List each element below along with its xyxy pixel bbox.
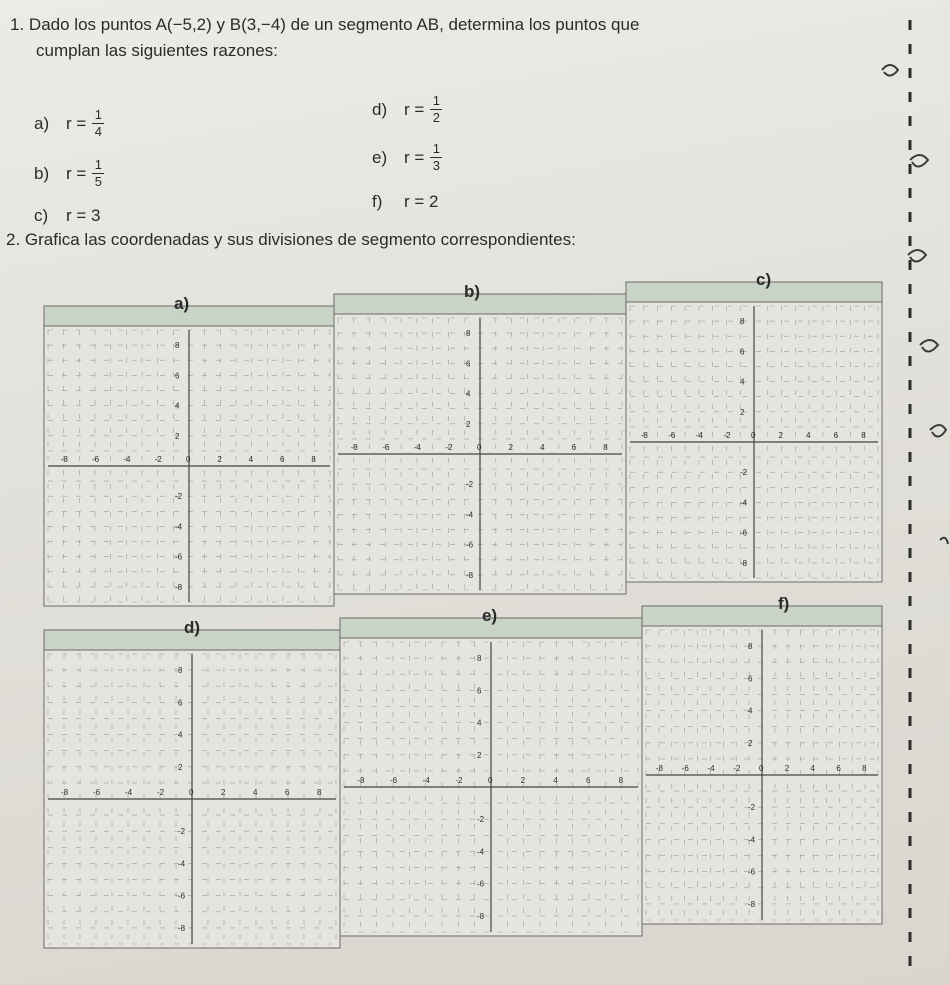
y-tick-label: 4 xyxy=(740,377,745,387)
x-tick-label: -6 xyxy=(92,455,100,464)
x-tick-label: 0 xyxy=(751,431,756,440)
y-tick-label: -4 xyxy=(477,847,485,857)
y-tick-label: -6 xyxy=(175,552,183,562)
y-tick-label: -6 xyxy=(748,867,756,877)
y-tick-label: -6 xyxy=(466,540,474,550)
x-tick-label: 2 xyxy=(221,788,226,797)
x-tick-label: -2 xyxy=(157,788,165,797)
y-tick-label: 4 xyxy=(175,401,180,411)
y-tick-label: 8 xyxy=(740,317,745,327)
y-tick-label: -8 xyxy=(466,570,474,580)
y-tick-label: 2 xyxy=(477,750,482,760)
x-tick-label: 0 xyxy=(189,788,194,797)
x-tick-label: 4 xyxy=(540,443,545,452)
x-tick-label: -4 xyxy=(413,443,422,452)
fraction-numerator: 1 xyxy=(94,157,102,172)
x-tick-label: -2 xyxy=(154,455,162,464)
ratio-fraction xyxy=(92,158,104,189)
x-tick-label: -4 xyxy=(707,764,715,773)
ratio-label: e) xyxy=(372,147,388,167)
x-tick-label: 8 xyxy=(317,788,322,797)
x-tick-label: -6 xyxy=(681,764,689,773)
x-tick-label: 0 xyxy=(488,776,493,785)
question-1-text-line-2: cumplan las siguientes razones: xyxy=(36,41,278,60)
x-tick-label: -8 xyxy=(350,443,358,452)
x-tick-label: 6 xyxy=(586,776,591,785)
y-tick-label: 6 xyxy=(175,371,180,381)
x-tick-label: -4 xyxy=(125,788,133,797)
ratio-label: d) xyxy=(372,99,388,119)
x-tick-label: 0 xyxy=(759,764,764,773)
x-tick-label: 0 xyxy=(186,455,191,464)
x-tick-label: -2 xyxy=(723,431,731,440)
x-tick-label: -4 xyxy=(123,455,131,464)
margin-doodles xyxy=(880,0,950,985)
x-tick-label: 0 xyxy=(477,443,482,452)
ratio-item-f xyxy=(372,192,439,212)
ratio-label: c) xyxy=(34,206,49,225)
y-tick-label: 2 xyxy=(466,419,471,429)
x-tick-label: -6 xyxy=(382,443,390,452)
y-tick-label: -2 xyxy=(175,492,183,502)
x-tick-label: 8 xyxy=(862,764,867,773)
y-tick-label: 6 xyxy=(477,686,482,696)
x-tick-label: -8 xyxy=(357,776,365,785)
panel-title-f: f) xyxy=(778,594,790,613)
x-tick-label: 6 xyxy=(571,443,577,452)
graph-panels-svg xyxy=(44,258,884,958)
question-1-text-line-1: Dado los puntos A(−5,2) y B(3,−4) de un segmento AB, determina los puntos que xyxy=(28,15,640,34)
x-tick-label: 6 xyxy=(836,764,841,773)
question-1-number: 1. xyxy=(10,15,25,34)
question-2: 2. Grafica las coordenadas y sus divisiones de segmento correspondientes: xyxy=(6,230,576,249)
y-tick-label: 8 xyxy=(748,642,753,652)
x-tick-label: 2 xyxy=(520,776,526,785)
graph-panels xyxy=(44,258,884,958)
ratio-label: a) xyxy=(34,113,50,133)
x-tick-label: 8 xyxy=(861,431,866,440)
y-tick-label: 8 xyxy=(175,341,180,351)
x-tick-label: 8 xyxy=(618,776,624,785)
x-tick-label: 4 xyxy=(553,776,558,785)
x-tick-label: -8 xyxy=(655,764,664,773)
x-tick-label: 4 xyxy=(810,764,816,773)
y-tick-label: -4 xyxy=(740,498,748,508)
x-tick-label: 4 xyxy=(806,431,811,440)
ratio-label: b) xyxy=(34,163,50,183)
y-tick-label: -8 xyxy=(477,911,485,921)
ratio-prefix: r = 3 xyxy=(66,206,101,225)
ratio-fraction xyxy=(92,108,104,139)
question-1 xyxy=(10,12,690,64)
x-tick-label: 8 xyxy=(603,443,608,452)
x-tick-label: -6 xyxy=(390,776,398,785)
x-tick-label: -2 xyxy=(445,443,453,452)
x-tick-label: 2 xyxy=(508,443,514,452)
x-tick-label: 4 xyxy=(248,455,254,464)
y-tick-label: 2 xyxy=(178,762,183,772)
x-tick-label: -2 xyxy=(733,764,741,773)
y-tick-label: -4 xyxy=(178,859,186,869)
ratio-prefix: r = 2 xyxy=(404,192,439,211)
x-tick-label: 2 xyxy=(217,455,222,464)
ratio-item-a xyxy=(34,108,104,139)
ratio-prefix: r = xyxy=(66,113,87,133)
fraction-numerator: 1 xyxy=(94,107,102,122)
x-tick-label: 8 xyxy=(311,455,316,464)
y-tick-label: 8 xyxy=(477,654,482,664)
fraction-denominator: 2 xyxy=(432,110,440,125)
panel-title-c: c) xyxy=(756,270,772,289)
y-tick-label: 6 xyxy=(748,674,753,684)
question-1-line-1 xyxy=(10,12,690,38)
y-tick-label: -2 xyxy=(178,827,186,837)
x-tick-label: 2 xyxy=(778,431,784,440)
y-tick-label: 4 xyxy=(477,718,482,728)
x-tick-label: -6 xyxy=(668,431,676,440)
x-tick-label: 2 xyxy=(784,764,790,773)
ratio-item-c xyxy=(34,206,101,226)
ratio-fraction xyxy=(430,94,442,125)
x-tick-label: -8 xyxy=(60,455,68,464)
ratio-prefix: r = xyxy=(404,99,425,119)
y-tick-label: -8 xyxy=(178,923,186,933)
y-tick-label: 2 xyxy=(175,431,180,441)
panel-title-e: e) xyxy=(482,606,498,625)
x-tick-label: 4 xyxy=(253,788,258,797)
x-tick-label: -4 xyxy=(422,776,430,785)
x-tick-label: -4 xyxy=(695,431,704,440)
y-tick-label: -2 xyxy=(477,815,485,825)
y-tick-label: -4 xyxy=(175,522,183,532)
x-tick-label: -6 xyxy=(93,788,101,797)
y-tick-label: 8 xyxy=(466,329,471,339)
y-tick-label: 2 xyxy=(740,407,745,417)
ratio-item-b xyxy=(34,158,104,189)
ratio-prefix: r = xyxy=(404,147,425,167)
fraction-numerator: 1 xyxy=(432,93,440,108)
ratio-item-d xyxy=(372,94,442,125)
y-tick-label: -2 xyxy=(466,480,474,490)
y-tick-label: -4 xyxy=(748,835,756,845)
y-tick-label: 6 xyxy=(466,359,471,369)
y-tick-label: 4 xyxy=(178,730,183,740)
panel-title-d: d) xyxy=(184,618,201,637)
fraction-denominator: 4 xyxy=(94,124,102,139)
y-tick-label: -2 xyxy=(748,803,756,813)
ratio-label: f) xyxy=(372,192,383,211)
y-tick-label: -6 xyxy=(477,879,485,889)
y-tick-label: 6 xyxy=(178,698,183,708)
ratio-fraction xyxy=(430,142,442,173)
x-tick-label: -8 xyxy=(61,788,69,797)
y-tick-label: 6 xyxy=(740,347,745,357)
y-tick-label: -2 xyxy=(740,468,748,478)
question-1-line-2 xyxy=(10,38,690,64)
y-tick-label: -4 xyxy=(466,510,474,520)
y-tick-label: -8 xyxy=(748,899,756,909)
y-tick-label: 4 xyxy=(466,389,471,399)
ratio-prefix: r = xyxy=(66,163,87,183)
panel-f-header xyxy=(642,606,882,626)
x-tick-label: 6 xyxy=(833,431,839,440)
panel-title-a: a) xyxy=(174,294,190,313)
y-tick-label: 4 xyxy=(748,706,753,716)
fraction-numerator: 1 xyxy=(432,141,440,156)
fraction-denominator: 5 xyxy=(94,174,102,189)
fraction-denominator: 3 xyxy=(432,158,440,173)
panel-c-header xyxy=(626,282,882,302)
x-tick-label: -2 xyxy=(455,776,463,785)
y-tick-label: -6 xyxy=(740,528,748,538)
y-tick-label: -6 xyxy=(178,891,186,901)
panel-title-b: b) xyxy=(464,282,481,301)
y-tick-label: -8 xyxy=(740,558,748,568)
y-tick-label: 8 xyxy=(178,666,183,676)
ratio-item-e xyxy=(372,142,442,173)
x-tick-label: -8 xyxy=(640,431,648,440)
y-tick-label: -8 xyxy=(175,582,183,592)
x-tick-label: 6 xyxy=(280,455,285,464)
x-tick-label: 6 xyxy=(285,788,290,797)
y-tick-label: 2 xyxy=(748,738,753,748)
